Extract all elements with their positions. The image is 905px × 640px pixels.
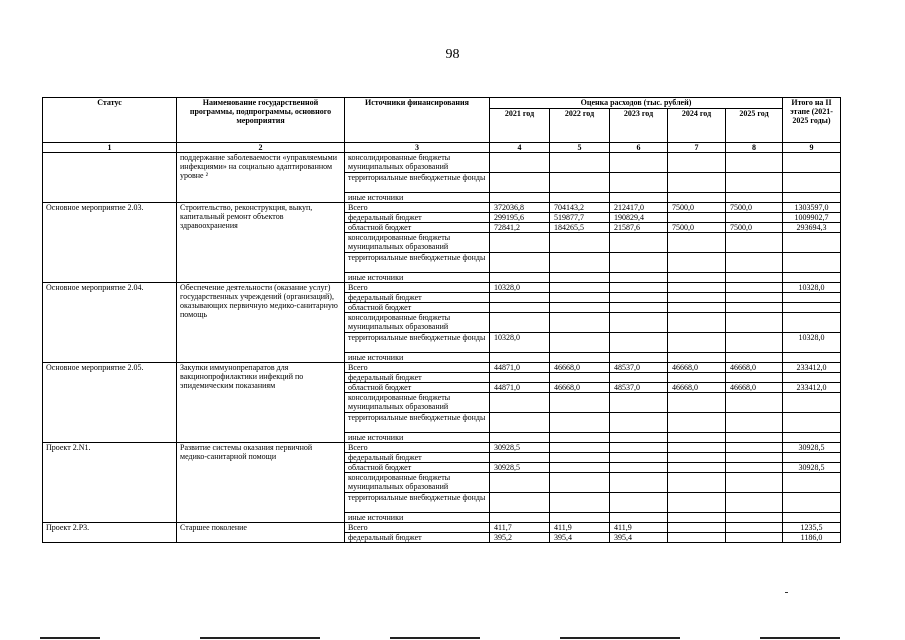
total-cell [783, 473, 841, 493]
value-cell [610, 293, 668, 303]
value-cell [490, 173, 550, 193]
value-cell [726, 213, 783, 223]
value-cell [726, 373, 783, 383]
col-number: 9 [783, 143, 841, 153]
table-row [43, 523, 841, 533]
source-cell: иные источники [345, 273, 490, 283]
source-cell: федеральный бюджет [345, 373, 490, 383]
value-cell: 7500,0 [668, 223, 726, 233]
value-cell [726, 273, 783, 283]
value-cell [550, 273, 610, 283]
page-mark [785, 592, 788, 593]
name-cell: Развитие системы оказания первичной медико-санитарной помощи [177, 443, 345, 523]
value-cell [668, 453, 726, 463]
value-cell [610, 513, 668, 523]
value-cell [726, 303, 783, 313]
status-cell [43, 153, 177, 203]
name-cell: Закупки иммунопрепаратов для вакцинопрофилактики инфекций по эпидемическим показаниям [177, 363, 345, 443]
value-cell: 21587,6 [610, 223, 668, 233]
value-cell [726, 173, 783, 193]
source-cell: федеральный бюджет [345, 213, 490, 223]
table-row [43, 283, 841, 293]
value-cell: 395,2 [490, 533, 550, 543]
value-cell [610, 433, 668, 443]
total-cell [783, 293, 841, 303]
value-cell: 212417,0 [610, 203, 668, 213]
total-cell [783, 513, 841, 523]
value-cell: 46668,0 [668, 383, 726, 393]
total-cell [783, 153, 841, 173]
total-cell [783, 433, 841, 443]
value-cell [490, 303, 550, 313]
value-cell [490, 353, 550, 363]
total-cell [783, 273, 841, 283]
source-cell: Всего [345, 203, 490, 213]
col-number: 4 [490, 143, 550, 153]
value-cell [550, 253, 610, 273]
total-cell: 30928,5 [783, 463, 841, 473]
source-cell: иные источники [345, 433, 490, 443]
header-estimate: Оценка расходов (тыс. рублей) [490, 98, 783, 109]
value-cell: 48537,0 [610, 383, 668, 393]
value-cell [726, 193, 783, 203]
source-cell: территориальные внебюджетные фонды [345, 173, 490, 193]
total-cell: 1303597,0 [783, 203, 841, 213]
value-cell: 46668,0 [726, 383, 783, 393]
total-cell: 233412,0 [783, 363, 841, 373]
value-cell [726, 433, 783, 443]
value-cell: 7500,0 [726, 223, 783, 233]
value-cell [610, 493, 668, 513]
total-cell [783, 233, 841, 253]
value-cell [550, 413, 610, 433]
header-name: Наименование государственной программы, подпрограммы, основного мероприятия [177, 98, 345, 143]
value-cell [490, 193, 550, 203]
value-cell: 10328,0 [490, 333, 550, 353]
funding-table [42, 97, 841, 543]
value-cell: 519877,7 [550, 213, 610, 223]
value-cell [726, 473, 783, 493]
total-cell: 10328,0 [783, 333, 841, 353]
value-cell [726, 253, 783, 273]
value-cell [668, 173, 726, 193]
source-cell: территориальные внебюджетные фонды [345, 333, 490, 353]
value-cell [726, 233, 783, 253]
source-cell: территориальные внебюджетные фонды [345, 493, 490, 513]
table-body [43, 153, 841, 543]
value-cell [610, 333, 668, 353]
status-cell: Основное мероприятие 2.04. [43, 283, 177, 363]
value-cell [610, 413, 668, 433]
source-cell: Всего [345, 363, 490, 373]
value-cell [610, 253, 668, 273]
value-cell [668, 493, 726, 513]
value-cell [490, 493, 550, 513]
edge-line [560, 637, 680, 639]
source-cell: областной бюджет [345, 303, 490, 313]
value-cell [726, 283, 783, 293]
total-cell [783, 453, 841, 463]
source-cell: федеральный бюджет [345, 453, 490, 463]
source-cell: консолидированные бюджеты муниципальных образований [345, 153, 490, 173]
value-cell: 411,7 [490, 523, 550, 533]
header-year: 2021 год [490, 109, 550, 143]
total-cell: 1235,5 [783, 523, 841, 533]
col-number: 6 [610, 143, 668, 153]
value-cell [668, 463, 726, 473]
value-cell [550, 393, 610, 413]
value-cell: 46668,0 [550, 363, 610, 373]
total-cell: 233412,0 [783, 383, 841, 393]
name-cell: поддержание заболеваемости «управляемыми инфекциями» на социально адаптированном уровне ² [177, 153, 345, 203]
value-cell: 372036,8 [490, 203, 550, 213]
value-cell [668, 273, 726, 283]
col-number: 1 [43, 143, 177, 153]
value-cell [668, 303, 726, 313]
value-cell: 395,4 [550, 533, 610, 543]
value-cell [550, 473, 610, 493]
status-cell: Проект 2.P3. [43, 523, 177, 543]
value-cell [726, 453, 783, 463]
value-cell [490, 473, 550, 493]
value-cell [726, 463, 783, 473]
value-cell [668, 373, 726, 383]
col-number: 5 [550, 143, 610, 153]
value-cell [668, 533, 726, 543]
status-cell: Проект 2.N1. [43, 443, 177, 523]
value-cell [610, 353, 668, 363]
value-cell [490, 373, 550, 383]
source-cell: иные источники [345, 513, 490, 523]
name-cell: Обеспечение деятельности (оказание услуг) государственных учреждений (организаций), оказывающих первичную медико-санитарную помощь [177, 283, 345, 363]
total-cell [783, 193, 841, 203]
value-cell [550, 303, 610, 313]
value-cell [490, 293, 550, 303]
value-cell [726, 393, 783, 413]
value-cell [726, 153, 783, 173]
value-cell [490, 313, 550, 333]
value-cell: 30928,5 [490, 443, 550, 453]
total-cell: 10328,0 [783, 283, 841, 293]
value-cell [668, 213, 726, 223]
edge-line [40, 637, 100, 639]
value-cell [610, 373, 668, 383]
source-cell: территориальные внебюджетные фонды [345, 253, 490, 273]
value-cell: 184265,5 [550, 223, 610, 233]
total-cell [783, 353, 841, 363]
value-cell [726, 493, 783, 513]
value-cell: 704143,2 [550, 203, 610, 213]
value-cell [668, 353, 726, 363]
page-number: 98 [445, 47, 460, 62]
value-cell: 44871,0 [490, 363, 550, 373]
value-cell [610, 273, 668, 283]
value-cell: 7500,0 [668, 203, 726, 213]
header-year: 2024 год [668, 109, 726, 143]
value-cell [490, 453, 550, 463]
value-cell [726, 293, 783, 303]
value-cell [668, 433, 726, 443]
source-cell: Всего [345, 443, 490, 453]
source-cell: областной бюджет [345, 463, 490, 473]
value-cell [726, 513, 783, 523]
value-cell [610, 283, 668, 293]
value-cell: 7500,0 [726, 203, 783, 213]
source-cell: Всего [345, 523, 490, 533]
value-cell [490, 413, 550, 433]
value-cell [610, 303, 668, 313]
col-number: 3 [345, 143, 490, 153]
total-cell [783, 373, 841, 383]
value-cell [668, 333, 726, 353]
source-cell: Всего [345, 283, 490, 293]
value-cell [668, 513, 726, 523]
value-cell: 411,9 [610, 523, 668, 533]
value-cell [668, 153, 726, 173]
header-status: Статус [43, 98, 177, 143]
value-cell [550, 453, 610, 463]
total-cell: 1186,0 [783, 533, 841, 543]
value-cell: 46668,0 [550, 383, 610, 393]
value-cell [490, 393, 550, 413]
source-cell: областной бюджет [345, 223, 490, 233]
value-cell: 46668,0 [726, 363, 783, 373]
header-year: 2023 год [610, 109, 668, 143]
value-cell [668, 523, 726, 533]
value-cell [550, 333, 610, 353]
value-cell [668, 253, 726, 273]
table-row [43, 153, 841, 173]
source-cell: консолидированные бюджеты муниципальных образований [345, 473, 490, 493]
total-cell: 293694,3 [783, 223, 841, 233]
value-cell [610, 153, 668, 173]
value-cell [550, 353, 610, 363]
value-cell [550, 293, 610, 303]
value-cell: 299195,6 [490, 213, 550, 223]
source-cell: консолидированные бюджеты муниципальных образований [345, 313, 490, 333]
value-cell [550, 193, 610, 203]
status-cell: Основное мероприятие 2.05. [43, 363, 177, 443]
value-cell [550, 513, 610, 523]
value-cell: 46668,0 [668, 363, 726, 373]
value-cell: 190829,4 [610, 213, 668, 223]
total-cell [783, 303, 841, 313]
value-cell [610, 233, 668, 253]
value-cell [550, 313, 610, 333]
value-cell [550, 233, 610, 253]
source-cell: областной бюджет [345, 383, 490, 393]
value-cell [668, 233, 726, 253]
value-cell [668, 473, 726, 493]
value-cell [610, 173, 668, 193]
value-cell [726, 413, 783, 433]
total-cell [783, 493, 841, 513]
value-cell [550, 463, 610, 473]
value-cell [668, 193, 726, 203]
value-cell [668, 293, 726, 303]
value-cell [550, 153, 610, 173]
value-cell [726, 523, 783, 533]
total-cell [783, 393, 841, 413]
value-cell [668, 413, 726, 433]
col-number: 2 [177, 143, 345, 153]
value-cell: 44871,0 [490, 383, 550, 393]
value-cell [490, 253, 550, 273]
header-year: 2022 год [550, 109, 610, 143]
value-cell [550, 443, 610, 453]
value-cell: 10328,0 [490, 283, 550, 293]
source-cell: федеральный бюджет [345, 533, 490, 543]
header-total: Итого на II этапе (2021-2025 годы) [783, 98, 841, 143]
edge-line [200, 637, 320, 639]
value-cell [550, 373, 610, 383]
value-cell [550, 433, 610, 443]
value-cell [610, 393, 668, 413]
source-cell: территориальные внебюджетные фонды [345, 413, 490, 433]
table-row [43, 363, 841, 373]
value-cell [668, 283, 726, 293]
value-cell [490, 273, 550, 283]
value-cell [610, 443, 668, 453]
value-cell [726, 313, 783, 333]
value-cell: 30928,5 [490, 463, 550, 473]
total-cell [783, 253, 841, 273]
value-cell [610, 193, 668, 203]
total-cell: 1009902,7 [783, 213, 841, 223]
name-cell: Старшее поколение [177, 523, 345, 543]
value-cell [726, 443, 783, 453]
value-cell [490, 233, 550, 253]
col-number: 8 [726, 143, 783, 153]
value-cell [668, 443, 726, 453]
total-cell [783, 413, 841, 433]
value-cell [490, 513, 550, 523]
total-cell: 30928,5 [783, 443, 841, 453]
status-cell: Основное мероприятие 2.03. [43, 203, 177, 283]
total-cell [783, 313, 841, 333]
total-cell [783, 173, 841, 193]
source-cell: консолидированные бюджеты муниципальных образований [345, 393, 490, 413]
table-row [43, 203, 841, 213]
value-cell [726, 333, 783, 353]
header-sources: Источники финансирования [345, 98, 490, 143]
edge-line [390, 637, 480, 639]
name-cell: Строительство, реконструкция, выкуп, капитальный ремонт объектов здравоохранения [177, 203, 345, 283]
col-number: 7 [668, 143, 726, 153]
value-cell [550, 493, 610, 513]
value-cell: 411,9 [550, 523, 610, 533]
value-cell: 48537,0 [610, 363, 668, 373]
value-cell [668, 313, 726, 333]
value-cell: 72841,2 [490, 223, 550, 233]
value-cell [610, 463, 668, 473]
value-cell [726, 533, 783, 543]
value-cell [550, 283, 610, 293]
value-cell [668, 393, 726, 413]
source-cell: иные источники [345, 353, 490, 363]
value-cell [726, 353, 783, 363]
source-cell: консолидированные бюджеты муниципальных образований [345, 233, 490, 253]
value-cell [610, 453, 668, 463]
value-cell [490, 153, 550, 173]
header-year: 2025 год [726, 109, 783, 143]
source-cell: федеральный бюджет [345, 293, 490, 303]
column-numbers-row [43, 143, 841, 153]
source-cell: иные источники [345, 193, 490, 203]
value-cell [610, 313, 668, 333]
edge-line [760, 637, 840, 639]
value-cell: 395,4 [610, 533, 668, 543]
value-cell [490, 433, 550, 443]
table-row [43, 443, 841, 453]
value-cell [610, 473, 668, 493]
table-header [43, 98, 841, 153]
value-cell [550, 173, 610, 193]
